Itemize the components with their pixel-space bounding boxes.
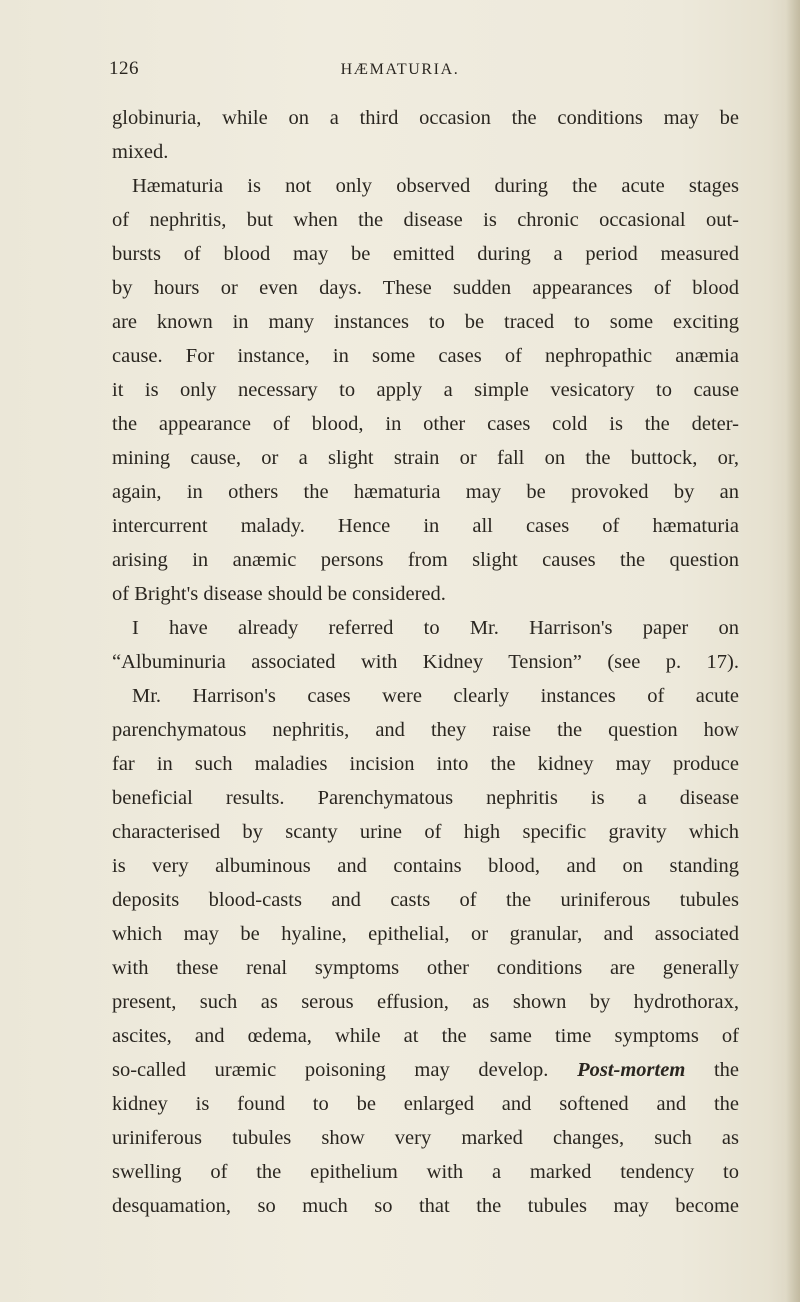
text-line: it is only necessary to apply a simple vesicatory to cause <box>112 379 739 401</box>
paragraph-start: I have already referred to Mr. Harrison's paper on <box>132 617 739 639</box>
post-mortem-italic: Post-mortem <box>577 1059 686 1081</box>
text-line: ascites, and œdema, while at the same time symptoms of <box>112 1025 739 1047</box>
text-line: bursts of blood may be emitted during a period measured <box>112 243 739 265</box>
text-line: globinuria, while on a third occasion the conditions may be <box>112 107 739 129</box>
text-line: parenchymatous nephritis, and they raise the question how <box>112 719 739 741</box>
paragraph-start: Hæmaturia is not only observed during the acute stages <box>132 175 739 197</box>
text-line: cause. For instance, in some cases of nephropathic anæmia <box>112 345 739 367</box>
text-line: are known in many instances to be traced to some exciting <box>112 311 739 333</box>
text-line: of nephritis, but when the disease is chronic occasional out- <box>112 209 739 231</box>
text-line: far in such maladies incision into the kidney may produce <box>112 753 739 775</box>
text-line: arising in anæmic persons from slight causes the question <box>112 549 739 571</box>
text-line: mixed. <box>112 141 169 163</box>
text-line: the appearance of blood, in other cases cold is the deter- <box>112 413 739 435</box>
text-line: is very albuminous and contains blood, and on standing <box>112 855 739 877</box>
text-line: of Bright's disease should be considered. <box>112 583 446 605</box>
text-line: which may be hyaline, epithelial, or granular, and associated <box>112 923 739 945</box>
running-head: HÆMATURIA. <box>340 61 460 78</box>
text-line: deposits blood-casts and casts of the uriniferous tubules <box>112 889 739 911</box>
text-line: kidney is found to be enlarged and softened and the <box>112 1093 739 1115</box>
text-line: with these renal symptoms other conditions are generally <box>112 957 739 979</box>
text-line: beneficial results. Parenchymatous nephritis is a disease <box>112 787 739 809</box>
body-text <box>112 101 739 1223</box>
text-line: “Albuminuria associated with Kidney Tension” (see p. 17). <box>112 651 739 673</box>
text-line: swelling of the epithelium with a marked tendency to <box>112 1161 739 1183</box>
text-line: mining cause, or a slight strain or fall on the buttock, or, <box>112 447 739 469</box>
text-line: desquamation, so much so that the tubules may become <box>112 1195 739 1217</box>
text-line: again, in others the hæmaturia may be provoked by an <box>112 481 739 503</box>
text-line: by hours or even days. These sudden appearances of blood <box>112 277 739 299</box>
text-line: uriniferous tubules show very marked changes, such as <box>112 1127 739 1149</box>
line-segment: the <box>713 1059 740 1081</box>
text-line: intercurrent malady. Hence in all cases of hæmaturia <box>112 515 739 537</box>
text-line: Mr. Harrison's cases were clearly instances of acute <box>132 685 739 707</box>
line-segment: so-called uræmic poisoning may develop. <box>112 1059 549 1081</box>
page-edge-shadow <box>786 0 800 1302</box>
text-line-with-emphasis <box>112 1053 739 1087</box>
page-number: 126 <box>109 58 139 79</box>
text-line: characterised by scanty urine of high specific gravity which <box>112 821 739 843</box>
text-line: present, such as serous effusion, as shown by hydrothorax, <box>112 991 739 1013</box>
